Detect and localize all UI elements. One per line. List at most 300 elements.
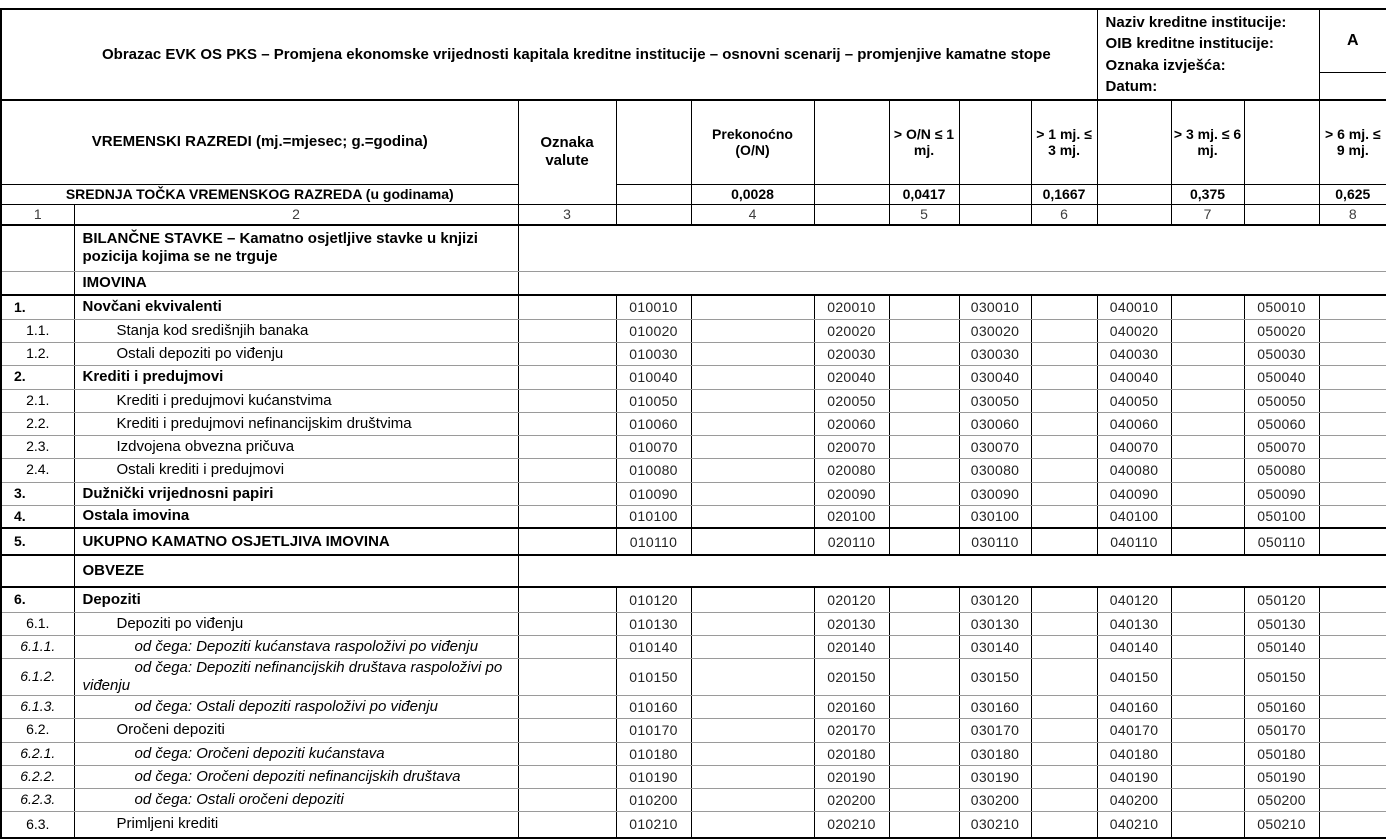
row-code: 030160 xyxy=(959,695,1031,718)
row-code: 020080 xyxy=(814,458,889,482)
currency-cell[interactable] xyxy=(518,319,616,342)
currency-cell[interactable] xyxy=(518,365,616,389)
row-number: 6.1.1. xyxy=(1,635,74,658)
col-number-4: 4 xyxy=(691,204,814,225)
row-code: 020170 xyxy=(814,718,889,742)
row-code: 040020 xyxy=(1097,319,1171,342)
table-row xyxy=(1,612,1386,635)
row-number: 6.2.1. xyxy=(1,742,74,765)
currency-cell[interactable] xyxy=(518,811,616,838)
currency-cell[interactable] xyxy=(518,742,616,765)
table-row xyxy=(1,319,1386,342)
entry-cell[interactable] xyxy=(1031,319,1097,342)
entry-cell[interactable] xyxy=(1171,612,1244,635)
entry-cell[interactable] xyxy=(889,295,959,319)
entry-cell[interactable] xyxy=(691,319,814,342)
currency-cell[interactable] xyxy=(518,482,616,505)
entry-cell[interactable] xyxy=(1031,587,1097,612)
row-code: 030070 xyxy=(959,435,1031,458)
row-code: 040190 xyxy=(1097,765,1171,788)
row-code: 010170 xyxy=(616,718,691,742)
entry-cell[interactable] xyxy=(1031,635,1097,658)
institution-oib-label: OIB kreditne institucije: xyxy=(1105,35,1274,53)
currency-header: Oznaka valute xyxy=(518,100,616,204)
entry-cell[interactable] xyxy=(1319,319,1386,342)
entry-cell[interactable] xyxy=(691,742,814,765)
spacer-cell xyxy=(1097,184,1171,204)
currency-cell[interactable] xyxy=(518,695,616,718)
spacer-cell xyxy=(814,184,889,204)
row-number: 2. xyxy=(1,365,74,389)
entry-cell[interactable] xyxy=(889,412,959,435)
table-row xyxy=(1,788,1386,811)
row-code: 020110 xyxy=(814,528,889,555)
entry-cell[interactable] xyxy=(1171,528,1244,555)
currency-cell[interactable] xyxy=(518,587,616,612)
row-number: 2.4. xyxy=(1,458,74,482)
entry-cell[interactable] xyxy=(691,342,814,365)
currency-cell[interactable] xyxy=(518,458,616,482)
bucket-overnight: Prekonoćno (O/N) xyxy=(691,100,814,184)
section-row xyxy=(1,555,1386,587)
row-number: 6.2.3. xyxy=(1,788,74,811)
table-row xyxy=(1,295,1386,319)
entry-cell[interactable] xyxy=(1171,658,1244,695)
row-label: Dužnički vrijednosni papiri xyxy=(74,482,518,505)
row-number xyxy=(1,271,74,295)
table-row xyxy=(1,412,1386,435)
row-code: 050190 xyxy=(1244,765,1319,788)
entry-cell[interactable] xyxy=(1171,482,1244,505)
row-code: 050170 xyxy=(1244,718,1319,742)
spacer-cell xyxy=(1097,100,1171,184)
currency-cell[interactable] xyxy=(518,635,616,658)
entry-cell[interactable] xyxy=(691,718,814,742)
entry-cell[interactable] xyxy=(1319,435,1386,458)
row-code: 040180 xyxy=(1097,742,1171,765)
entry-cell[interactable] xyxy=(1171,695,1244,718)
row-code: 050110 xyxy=(1244,528,1319,555)
entry-cell[interactable] xyxy=(1319,482,1386,505)
row-code: 020210 xyxy=(814,811,889,838)
entry-cell[interactable] xyxy=(1319,365,1386,389)
currency-cell[interactable] xyxy=(518,658,616,695)
row-code: 050150 xyxy=(1244,658,1319,695)
entry-cell[interactable] xyxy=(691,435,814,458)
row-code: 050020 xyxy=(1244,319,1319,342)
row-code: 050030 xyxy=(1244,342,1319,365)
entry-cell[interactable] xyxy=(1171,389,1244,412)
midpoint-overnight: 0,0028 xyxy=(691,184,814,204)
row-code: 010040 xyxy=(616,365,691,389)
row-code: 040210 xyxy=(1097,811,1171,838)
entry-cell[interactable] xyxy=(889,365,959,389)
row-code: 010120 xyxy=(616,587,691,612)
entry-cell[interactable] xyxy=(691,295,814,319)
entry-cell[interactable] xyxy=(1171,742,1244,765)
row-code: 040140 xyxy=(1097,635,1171,658)
entry-cell[interactable] xyxy=(1031,612,1097,635)
spacer-cell xyxy=(616,100,691,184)
entry-cell[interactable] xyxy=(1319,718,1386,742)
entry-cell[interactable] xyxy=(1031,658,1097,695)
entry-cell[interactable] xyxy=(889,788,959,811)
row-code: 020140 xyxy=(814,635,889,658)
row-code: 040170 xyxy=(1097,718,1171,742)
entry-cell[interactable] xyxy=(1171,718,1244,742)
row-code: 030080 xyxy=(959,458,1031,482)
entry-cell[interactable] xyxy=(1031,482,1097,505)
time-buckets-header: VREMENSKI RAZREDI (mj.=mjesec; g.=godina) xyxy=(1,100,518,184)
entry-cell[interactable] xyxy=(691,482,814,505)
entry-cell[interactable] xyxy=(1319,742,1386,765)
row-code: 010160 xyxy=(616,695,691,718)
entry-cell[interactable] xyxy=(889,342,959,365)
institution-labels-cell xyxy=(1097,9,1319,100)
midpoint-on-1m: 0,0417 xyxy=(889,184,959,204)
row-code: 050140 xyxy=(1244,635,1319,658)
spacer-cell xyxy=(814,204,889,225)
entry-cell[interactable] xyxy=(691,695,814,718)
row-label: Krediti i predujmovi xyxy=(74,365,518,389)
date-label: Datum: xyxy=(1105,77,1158,95)
midpoint-1m-3m: 0,1667 xyxy=(1031,184,1097,204)
currency-cell[interactable] xyxy=(518,528,616,555)
row-number: 2.3. xyxy=(1,435,74,458)
entry-cell[interactable] xyxy=(1171,505,1244,528)
entry-cell[interactable] xyxy=(1319,528,1386,555)
row-code: 030140 xyxy=(959,635,1031,658)
corner-cell xyxy=(1319,9,1386,100)
entry-cell[interactable] xyxy=(1031,458,1097,482)
row-code: 030150 xyxy=(959,658,1031,695)
table-row xyxy=(1,695,1386,718)
midpoint-3m-6m: 0,375 xyxy=(1171,184,1244,204)
entry-cell[interactable] xyxy=(1031,528,1097,555)
entry-cell[interactable] xyxy=(691,528,814,555)
entry-cell[interactable] xyxy=(1171,811,1244,838)
entry-cell[interactable] xyxy=(691,505,814,528)
spacer-cell xyxy=(959,100,1031,184)
entry-cell[interactable] xyxy=(1319,635,1386,658)
bucket-6m-9m: > 6 mj. ≤ 9 mj. xyxy=(1319,100,1386,184)
table-row xyxy=(1,342,1386,365)
spacer-cell xyxy=(616,184,691,204)
entry-cell[interactable] xyxy=(1319,295,1386,319)
currency-cell[interactable] xyxy=(518,765,616,788)
row-label: Depoziti po viđenju xyxy=(74,612,518,635)
row-code: 020020 xyxy=(814,319,889,342)
entry-cell[interactable] xyxy=(1031,788,1097,811)
row-code: 010010 xyxy=(616,295,691,319)
report-code-label: Oznaka izvješća: xyxy=(1105,56,1226,74)
row-number xyxy=(1,555,74,587)
entry-cell[interactable] xyxy=(889,718,959,742)
row-code: 010030 xyxy=(616,342,691,365)
entry-cell[interactable] xyxy=(1031,718,1097,742)
row-number: 6.3. xyxy=(1,811,74,838)
currency-cell[interactable] xyxy=(518,612,616,635)
entry-cell[interactable] xyxy=(691,458,814,482)
row-code: 010200 xyxy=(616,788,691,811)
table-row xyxy=(1,587,1386,612)
col-number-5: 5 xyxy=(889,204,959,225)
entry-cell[interactable] xyxy=(1319,658,1386,695)
row-code: 010070 xyxy=(616,435,691,458)
section-empty-cell xyxy=(518,271,1386,295)
row-code: 050100 xyxy=(1244,505,1319,528)
row-code: 040040 xyxy=(1097,365,1171,389)
entry-cell[interactable] xyxy=(1031,342,1097,365)
table-row xyxy=(1,435,1386,458)
bucket-3m-6m: > 3 mj. ≤ 6 mj. xyxy=(1171,100,1244,184)
row-label: Ostali krediti i predujmovi xyxy=(74,458,518,482)
row-code: 050160 xyxy=(1244,695,1319,718)
row-code: 040070 xyxy=(1097,435,1171,458)
entry-cell[interactable] xyxy=(1319,389,1386,412)
row-code: 030010 xyxy=(959,295,1031,319)
col-number-1: 1 xyxy=(1,204,74,225)
row-label: Primljeni krediti xyxy=(74,811,518,838)
currency-cell[interactable] xyxy=(518,412,616,435)
entry-cell[interactable] xyxy=(691,788,814,811)
section-empty-cell xyxy=(518,225,1386,271)
entry-cell[interactable] xyxy=(1171,635,1244,658)
table-row xyxy=(1,505,1386,528)
row-code: 050090 xyxy=(1244,482,1319,505)
row-label: Izdvojena obvezna pričuva xyxy=(74,435,518,458)
entry-cell[interactable] xyxy=(1319,788,1386,811)
entry-cell[interactable] xyxy=(889,528,959,555)
row-code: 050210 xyxy=(1244,811,1319,838)
entry-cell[interactable] xyxy=(1319,505,1386,528)
spacer-cell xyxy=(1244,204,1319,225)
currency-cell[interactable] xyxy=(518,718,616,742)
entry-cell[interactable] xyxy=(889,742,959,765)
entry-cell[interactable] xyxy=(1319,811,1386,838)
entry-cell[interactable] xyxy=(1031,811,1097,838)
entry-cell[interactable] xyxy=(1171,342,1244,365)
row-code: 040110 xyxy=(1097,528,1171,555)
row-code: 010210 xyxy=(616,811,691,838)
row-number: 1. xyxy=(1,295,74,319)
entry-cell[interactable] xyxy=(1171,435,1244,458)
spacer-cell xyxy=(959,204,1031,225)
row-label: Oročeni depoziti xyxy=(74,718,518,742)
row-code: 030130 xyxy=(959,612,1031,635)
row-code: 050050 xyxy=(1244,389,1319,412)
row-code: 050010 xyxy=(1244,295,1319,319)
entry-cell[interactable] xyxy=(1319,342,1386,365)
entry-cell[interactable] xyxy=(889,695,959,718)
row-code: 010100 xyxy=(616,505,691,528)
entry-cell[interactable] xyxy=(1031,742,1097,765)
row-code: 030180 xyxy=(959,742,1031,765)
entry-cell[interactable] xyxy=(1319,765,1386,788)
row-code: 050130 xyxy=(1244,612,1319,635)
entry-cell[interactable] xyxy=(1319,412,1386,435)
entry-cell[interactable] xyxy=(1031,765,1097,788)
row-code: 040060 xyxy=(1097,412,1171,435)
entry-cell[interactable] xyxy=(1171,458,1244,482)
spacer-cell xyxy=(1097,204,1171,225)
entry-cell[interactable] xyxy=(691,587,814,612)
table-row xyxy=(1,811,1386,838)
entry-cell[interactable] xyxy=(889,458,959,482)
row-code: 010050 xyxy=(616,389,691,412)
row-code: 030040 xyxy=(959,365,1031,389)
entry-cell[interactable] xyxy=(1031,435,1097,458)
table-row xyxy=(1,658,1386,695)
entry-cell[interactable] xyxy=(691,811,814,838)
row-code: 020200 xyxy=(814,788,889,811)
row-code: 040010 xyxy=(1097,295,1171,319)
table-row xyxy=(1,528,1386,555)
row-code: 010110 xyxy=(616,528,691,555)
entry-cell[interactable] xyxy=(691,365,814,389)
entry-cell[interactable] xyxy=(889,635,959,658)
row-code: 020130 xyxy=(814,612,889,635)
row-code: 050040 xyxy=(1244,365,1319,389)
row-label: Ostali depoziti po viđenju xyxy=(74,342,518,365)
row-code: 040080 xyxy=(1097,458,1171,482)
entry-cell[interactable] xyxy=(889,811,959,838)
bucket-on-1m: > O/N ≤ 1 mj. xyxy=(889,100,959,184)
row-code: 010140 xyxy=(616,635,691,658)
entry-cell[interactable] xyxy=(1319,587,1386,612)
evk-form-table xyxy=(0,8,1386,839)
row-code: 050080 xyxy=(1244,458,1319,482)
row-number: 6.2.2. xyxy=(1,765,74,788)
entry-cell[interactable] xyxy=(1031,695,1097,718)
section-row xyxy=(1,225,1386,271)
row-code: 040090 xyxy=(1097,482,1171,505)
spacer-cell xyxy=(959,184,1031,204)
row-code: 020040 xyxy=(814,365,889,389)
row-code: 030020 xyxy=(959,319,1031,342)
currency-cell[interactable] xyxy=(518,505,616,528)
row-code: 030090 xyxy=(959,482,1031,505)
row-code: 030120 xyxy=(959,587,1031,612)
entry-cell[interactable] xyxy=(1031,295,1097,319)
entry-cell[interactable] xyxy=(1171,412,1244,435)
entry-cell[interactable] xyxy=(1319,458,1386,482)
row-label: od čega: Ostali oročeni depoziti xyxy=(74,788,518,811)
entry-cell[interactable] xyxy=(889,612,959,635)
currency-cell[interactable] xyxy=(518,435,616,458)
row-label: od čega: Depoziti nefinancijskih društava raspoloživi po viđenju xyxy=(74,658,518,695)
entry-cell[interactable] xyxy=(691,412,814,435)
row-label: Depoziti xyxy=(74,587,518,612)
form-title: Obrazac EVK OS PKS – Promjena ekonomske vrijednosti kapitala kreditne institucije – osnovni scenarij – promjenjive kamatne stope xyxy=(1,9,1097,100)
table-row xyxy=(1,389,1386,412)
entry-cell[interactable] xyxy=(889,658,959,695)
entry-cell[interactable] xyxy=(1319,695,1386,718)
entry-cell[interactable] xyxy=(1171,788,1244,811)
table-row xyxy=(1,765,1386,788)
row-label: Stanja kod središnjih banaka xyxy=(74,319,518,342)
spacer-cell xyxy=(1244,184,1319,204)
entry-cell[interactable] xyxy=(1171,765,1244,788)
row-label: Novčani ekvivalenti xyxy=(74,295,518,319)
row-code: 030210 xyxy=(959,811,1031,838)
corner-sub-cell xyxy=(1320,73,1386,96)
entry-cell[interactable] xyxy=(889,587,959,612)
entry-cell[interactable] xyxy=(1031,505,1097,528)
row-code: 020190 xyxy=(814,765,889,788)
entry-cell[interactable] xyxy=(889,435,959,458)
row-code: 050200 xyxy=(1244,788,1319,811)
entry-cell[interactable] xyxy=(889,319,959,342)
row-code: 020010 xyxy=(814,295,889,319)
row-code: 030110 xyxy=(959,528,1031,555)
row-code: 040100 xyxy=(1097,505,1171,528)
row-code: 020180 xyxy=(814,742,889,765)
row-number: 1.1. xyxy=(1,319,74,342)
row-code: 050060 xyxy=(1244,412,1319,435)
entry-cell[interactable] xyxy=(691,658,814,695)
col-number-7: 7 xyxy=(1171,204,1244,225)
entry-cell[interactable] xyxy=(1171,587,1244,612)
row-label: od čega: Depoziti kućanstava raspoloživi po viđenju xyxy=(74,635,518,658)
row-code: 040200 xyxy=(1097,788,1171,811)
entry-cell[interactable] xyxy=(889,482,959,505)
table-row xyxy=(1,718,1386,742)
row-code: 040150 xyxy=(1097,658,1171,695)
entry-cell[interactable] xyxy=(1171,295,1244,319)
table-row xyxy=(1,458,1386,482)
row-code: 020090 xyxy=(814,482,889,505)
row-code: 020050 xyxy=(814,389,889,412)
row-code: 010130 xyxy=(616,612,691,635)
row-label: IMOVINA xyxy=(74,271,518,295)
entry-cell[interactable] xyxy=(1031,412,1097,435)
entry-cell[interactable] xyxy=(889,389,959,412)
row-number: 1.2. xyxy=(1,342,74,365)
row-number: 6.1.2. xyxy=(1,658,74,695)
row-code: 010090 xyxy=(616,482,691,505)
row-number: 3. xyxy=(1,482,74,505)
spacer-cell xyxy=(1244,100,1319,184)
row-label: BILANČNE STAVKE – Kamatno osjetljive stavke u knjizi pozicija kojima se ne trguje xyxy=(74,225,518,271)
entry-cell[interactable] xyxy=(691,635,814,658)
col-number-6: 6 xyxy=(1031,204,1097,225)
entry-cell[interactable] xyxy=(889,505,959,528)
entry-cell[interactable] xyxy=(1171,365,1244,389)
row-number: 4. xyxy=(1,505,74,528)
entry-cell[interactable] xyxy=(1171,319,1244,342)
currency-cell[interactable] xyxy=(518,389,616,412)
currency-cell[interactable] xyxy=(518,788,616,811)
row-code: 010060 xyxy=(616,412,691,435)
currency-cell[interactable] xyxy=(518,295,616,319)
entry-cell[interactable] xyxy=(1031,365,1097,389)
row-code: 020120 xyxy=(814,587,889,612)
currency-cell[interactable] xyxy=(518,342,616,365)
section-empty-cell xyxy=(518,555,1386,587)
row-label: OBVEZE xyxy=(74,555,518,587)
row-code: 020030 xyxy=(814,342,889,365)
entry-cell[interactable] xyxy=(1319,612,1386,635)
entry-cell[interactable] xyxy=(889,765,959,788)
row-number: 6.2. xyxy=(1,718,74,742)
entry-cell[interactable] xyxy=(691,612,814,635)
entry-cell[interactable] xyxy=(1031,389,1097,412)
entry-cell[interactable] xyxy=(691,765,814,788)
entry-cell[interactable] xyxy=(691,389,814,412)
spacer-cell xyxy=(616,204,691,225)
row-code: 050120 xyxy=(1244,587,1319,612)
